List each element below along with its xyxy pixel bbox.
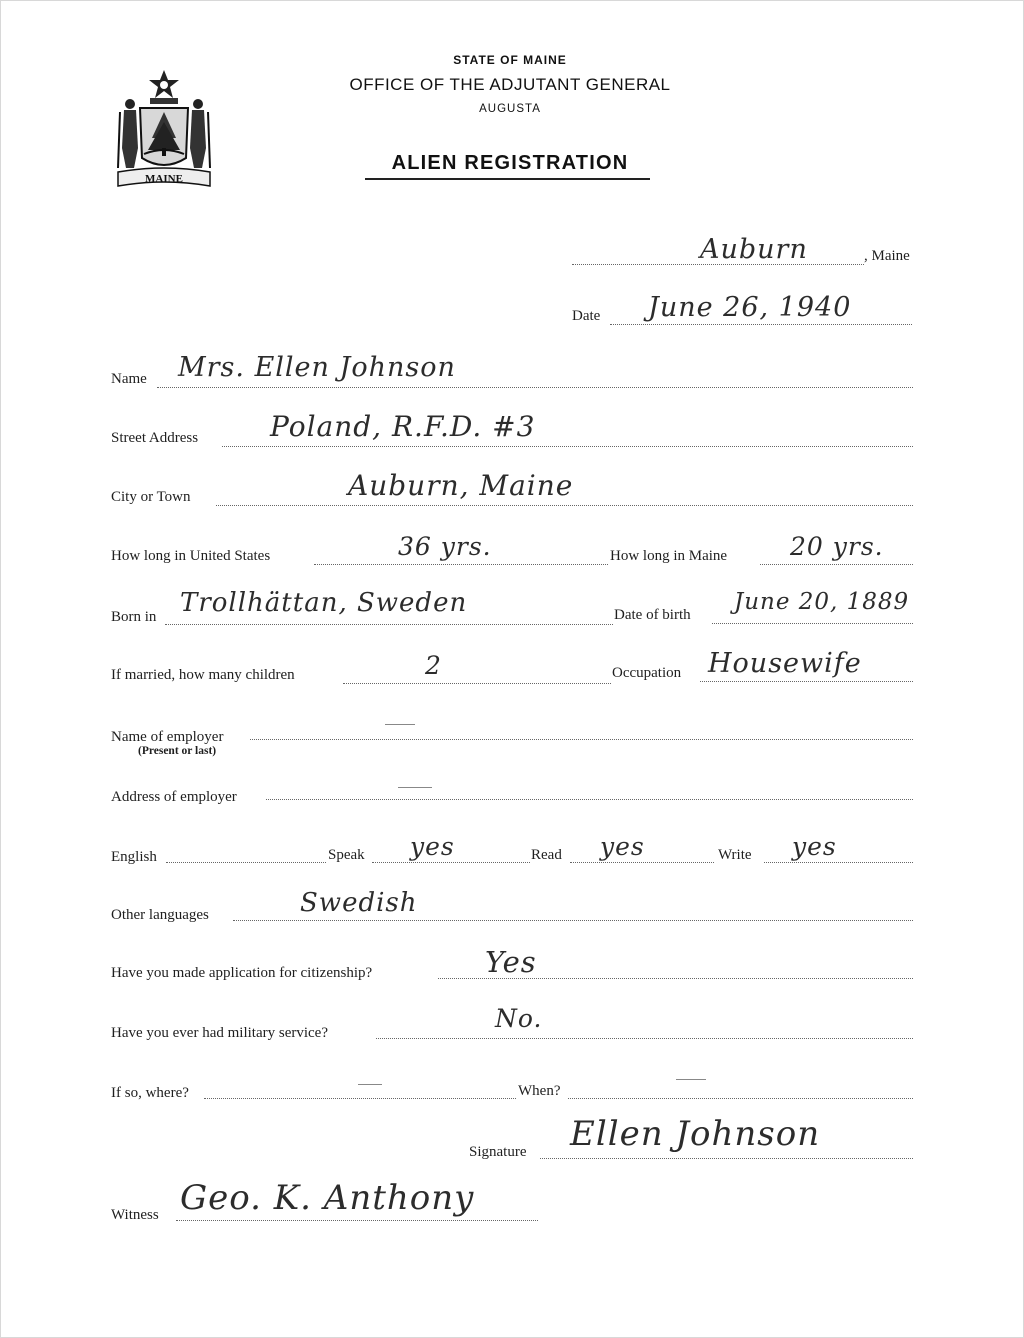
- speak-value: yes: [410, 832, 455, 861]
- seal-text: MAINE: [145, 173, 183, 185]
- date-line: [610, 324, 912, 325]
- witness-label: Witness: [111, 1207, 159, 1223]
- where-line: [204, 1098, 516, 1099]
- read-value: yes: [600, 832, 645, 861]
- city-value: Auburn, Maine: [348, 469, 574, 502]
- when-dash: [676, 1079, 706, 1080]
- other-languages-line: [233, 920, 913, 921]
- citizenship-label: Have you made application for citizenship?: [111, 965, 373, 981]
- title-underline: [365, 178, 650, 180]
- date-value: June 26, 1940: [648, 292, 852, 323]
- witness-line: [176, 1220, 538, 1221]
- occupation-line: [700, 681, 913, 682]
- occupation-label: Occupation: [612, 665, 682, 681]
- english-label: English: [111, 849, 157, 865]
- when-label: When?: [518, 1083, 561, 1099]
- state-suffix-label: , Maine: [864, 248, 910, 264]
- maine-seal-icon: [110, 68, 218, 194]
- city-label: City or Town: [111, 489, 191, 505]
- employer-sublabel: (Present or last): [138, 745, 217, 757]
- street-label: Street Address: [111, 430, 199, 446]
- where-dash: [358, 1084, 382, 1085]
- other-languages-value: Swedish: [300, 888, 418, 918]
- signature-label: Signature: [469, 1144, 527, 1160]
- read-line: [570, 862, 714, 863]
- date-of-birth-value: June 20, 1889: [734, 589, 910, 615]
- children-value: 2: [425, 651, 442, 680]
- other-languages-label: Other languages: [111, 907, 209, 923]
- city-heading: AUGUSTA: [479, 103, 541, 115]
- place-value: Auburn: [700, 234, 808, 265]
- how-long-maine-label: How long in Maine: [610, 548, 728, 564]
- children-label: If married, how many children: [111, 667, 295, 683]
- street-value: Poland, R.F.D. #3: [270, 410, 536, 443]
- speak-line: [372, 862, 530, 863]
- signature-value: Ellen Johnson: [570, 1114, 821, 1154]
- signature-line: [540, 1158, 913, 1159]
- citizenship-value: Yes: [485, 945, 537, 979]
- employer-address-label: Address of employer: [111, 789, 237, 805]
- born-in-value: Trollhättan, Sweden: [180, 588, 468, 618]
- employer-label: Name of employer: [111, 729, 224, 745]
- military-label: Have you ever had military service?: [111, 1025, 328, 1041]
- military-value: No.: [495, 1004, 543, 1033]
- how-long-us-label: How long in United States: [111, 548, 271, 564]
- write-value: yes: [792, 832, 837, 861]
- form-title: ALIEN REGISTRATION: [391, 152, 629, 174]
- children-line: [343, 683, 611, 684]
- name-value: Mrs. Ellen Johnson: [178, 352, 456, 383]
- how-long-maine-line: [760, 564, 913, 565]
- write-label: Write: [718, 847, 752, 863]
- employer-line: [250, 739, 913, 740]
- witness-value: Geo. K. Anthony: [180, 1178, 475, 1218]
- date-of-birth-line: [712, 623, 913, 624]
- how-long-maine-value: 20 yrs.: [790, 532, 884, 561]
- street-line: [222, 446, 913, 447]
- military-line: [376, 1038, 913, 1039]
- how-long-us-value: 36 yrs.: [398, 532, 492, 561]
- write-line: [764, 862, 913, 863]
- occupation-value: Housewife: [708, 648, 862, 679]
- born-in-label: Born in: [111, 609, 157, 625]
- employer-address-line: [266, 799, 913, 800]
- state-heading: STATE OF MAINE: [453, 53, 567, 67]
- office-heading: OFFICE OF THE ADJUTANT GENERAL: [349, 75, 671, 94]
- employer-dash: [385, 724, 415, 725]
- read-label: Read: [531, 847, 562, 863]
- city-line: [216, 505, 913, 506]
- where-label: If so, where?: [111, 1085, 189, 1101]
- english-line: [166, 862, 326, 863]
- date-label: Date: [572, 308, 601, 324]
- name-line: [157, 387, 913, 388]
- speak-label: Speak: [328, 847, 365, 863]
- born-in-line: [165, 624, 613, 625]
- name-label: Name: [111, 371, 147, 387]
- date-of-birth-label: Date of birth: [614, 607, 691, 623]
- employer-address-dash: [398, 787, 432, 788]
- when-line: [568, 1098, 913, 1099]
- how-long-us-line: [314, 564, 608, 565]
